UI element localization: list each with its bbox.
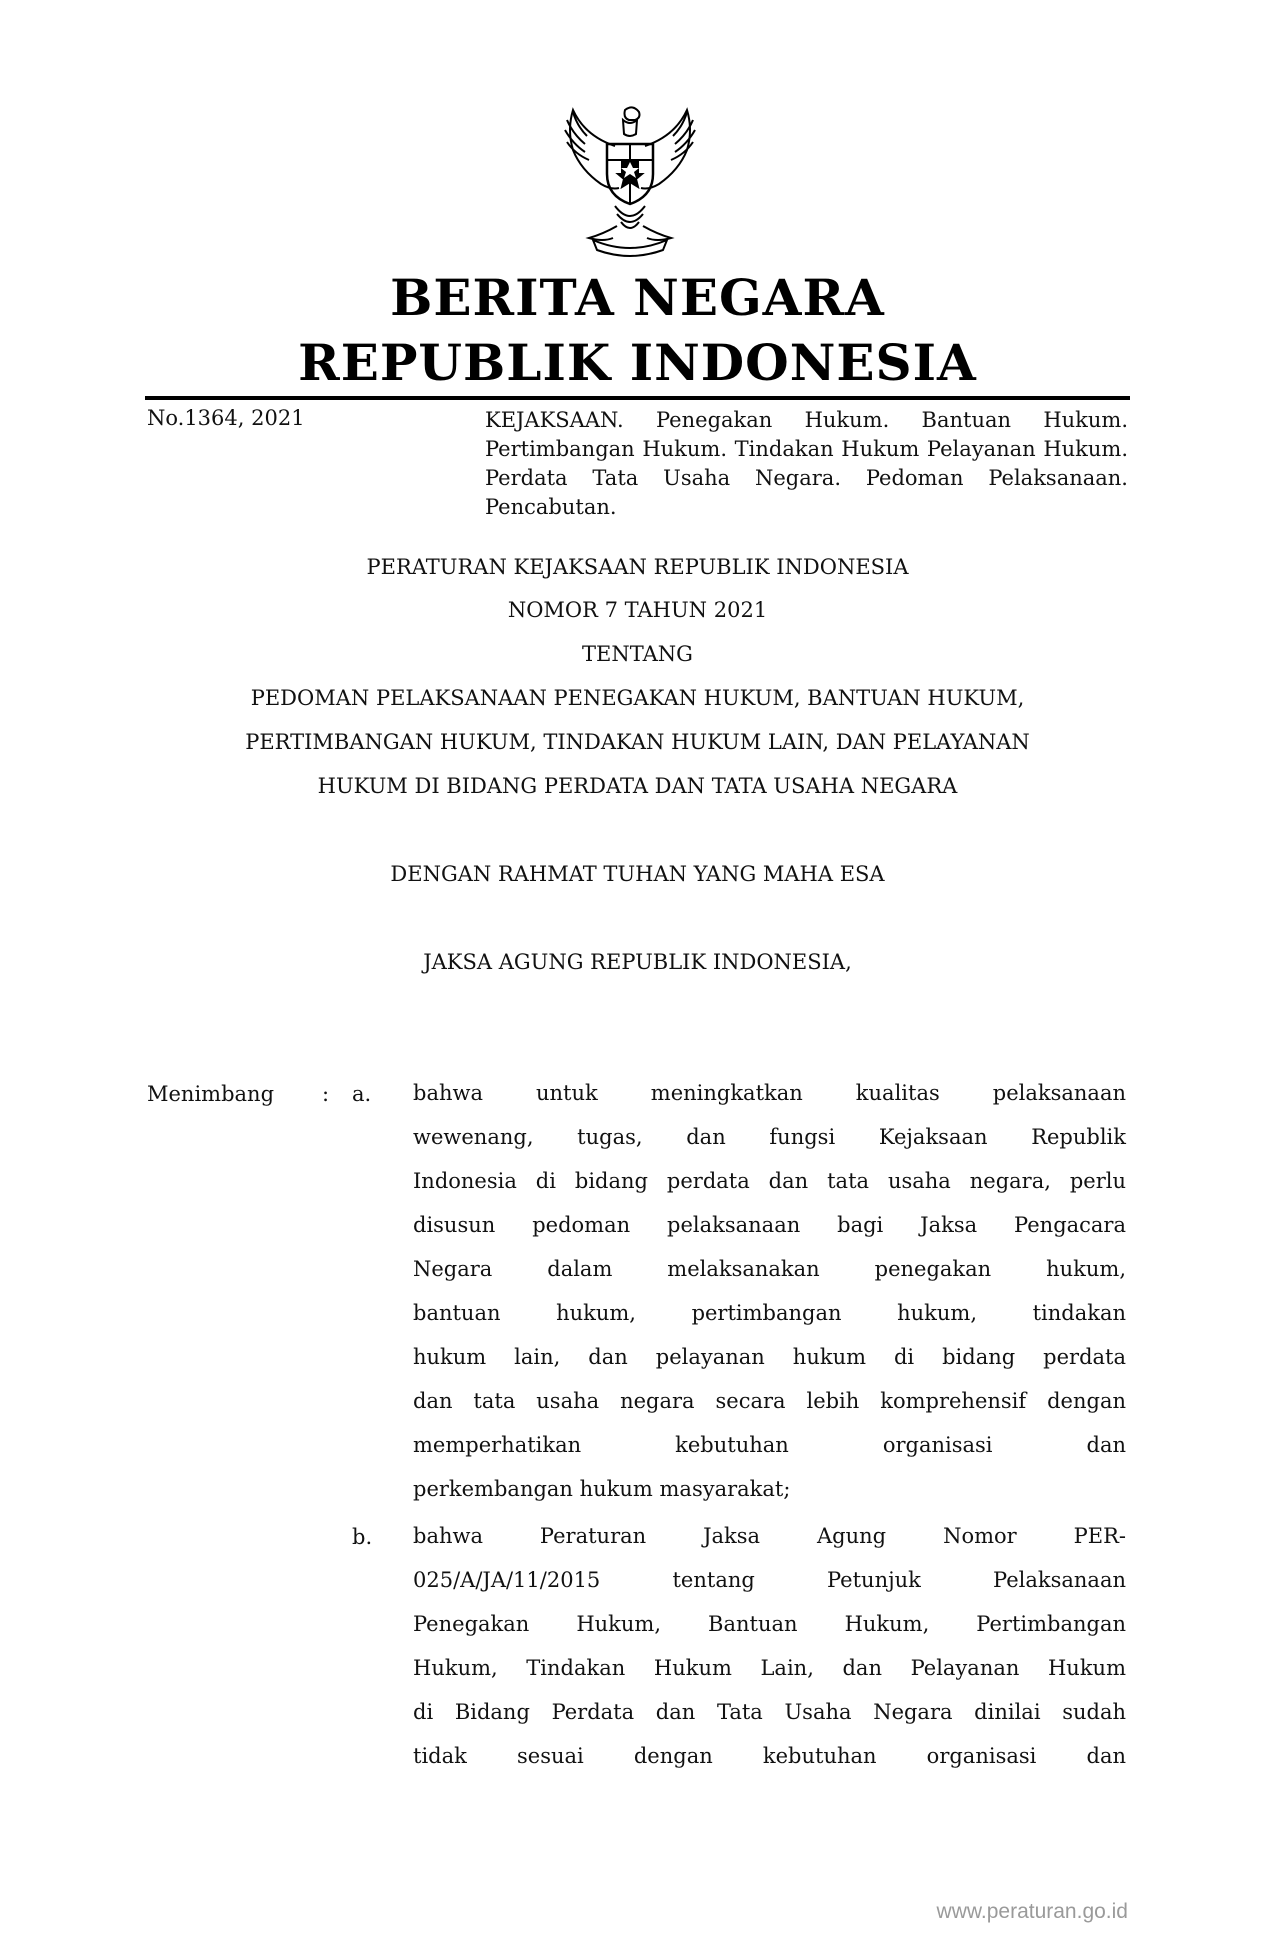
consideration-letter-b: b.	[352, 1525, 373, 1549]
menimbang-colon: :	[322, 1082, 330, 1106]
consideration-letter-a: a.	[352, 1082, 372, 1106]
issuing-authority: JAKSA AGUNG REPUBLIK INDONESIA,	[423, 950, 852, 974]
regulation-title: PERATURAN KEJAKSAAN REPUBLIK INDONESIA	[366, 555, 909, 579]
garuda-pancasila-emblem-icon	[545, 98, 715, 268]
consideration-b-line: di Bidang Perdata dan Tata Usaha Negara dinilai sudah	[413, 1700, 1126, 1724]
regulation-tentang: TENTANG	[582, 642, 693, 666]
consideration-a-line: dan tata usaha negara secara lebih komprehensif dengan	[413, 1389, 1126, 1413]
consideration-b-line: tidak sesuai dengan kebutuhan organisasi dan	[413, 1744, 1126, 1768]
masthead-title: BERITA NEGARA	[390, 268, 885, 327]
footer-url-link[interactable]: www.peraturan.go.id	[936, 1900, 1128, 1923]
consideration-a-line: memperhatikan kebutuhan organisasi dan	[413, 1433, 1126, 1457]
document-number: No.1364, 2021	[147, 406, 305, 430]
consideration-a-line: Negara dalam melaksanakan penegakan hukum,	[413, 1257, 1126, 1281]
regulation-subject-line-2: PERTIMBANGAN HUKUM, TINDAKAN HUKUM LAIN, DAN PELAYANAN	[245, 730, 1030, 754]
regulation-subject-line-3: HUKUM DI BIDANG PERDATA DAN TATA USAHA NEGARA	[317, 774, 958, 798]
regulation-number: NOMOR 7 TAHUN 2021	[507, 598, 768, 622]
masthead-subtitle: REPUBLIK INDONESIA	[298, 333, 977, 392]
consideration-b-line: bahwa Peraturan Jaksa Agung Nomor PER-	[413, 1524, 1126, 1548]
consideration-a-line: wewenang, tugas, dan fungsi Kejaksaan Republik	[413, 1125, 1126, 1149]
consideration-item-a	[413, 1071, 1126, 1511]
consideration-b-line: Hukum, Tindakan Hukum Lain, dan Pelayanan Hukum	[413, 1656, 1126, 1680]
regulation-subject-line-1: PEDOMAN PELAKSANAAN PENEGAKAN HUKUM, BANTUAN HUKUM,	[250, 686, 1025, 710]
consideration-a-line: disusun pedoman pelaksanaan bagi Jaksa Pengacara	[413, 1213, 1126, 1237]
consideration-item-b	[413, 1514, 1126, 1778]
menimbang-label: Menimbang	[147, 1082, 275, 1106]
consideration-a-line: bantuan hukum, pertimbangan hukum, tindakan	[413, 1301, 1126, 1325]
consideration-b-line: Penegakan Hukum, Bantuan Hukum, Pertimbangan	[413, 1612, 1126, 1636]
consideration-a-line: hukum lain, dan pelayanan hukum di bidang perdata	[413, 1345, 1126, 1369]
consideration-a-line: Indonesia di bidang perdata dan tata usaha negara, perlu	[413, 1169, 1126, 1193]
consideration-a-line: perkembangan hukum masyarakat;	[413, 1477, 791, 1501]
document-subject: KEJAKSAAN. Penegakan Hukum. Bantuan Hukum. Pertimbangan Hukum. Tindakan Hukum Pelayanan Hukum. Perdata Tata Usaha Negara. Pedoman Pelaksanaan. Pencabutan.	[485, 408, 1128, 519]
masthead-divider	[145, 396, 1130, 400]
invocation: DENGAN RAHMAT TUHAN YANG MAHA ESA	[390, 862, 885, 886]
consideration-a-line: bahwa untuk meningkatkan kualitas pelaksanaan	[413, 1081, 1126, 1105]
consideration-b-line: 025/A/JA/11/2015 tentang Petunjuk Pelaksanaan	[413, 1568, 1126, 1592]
